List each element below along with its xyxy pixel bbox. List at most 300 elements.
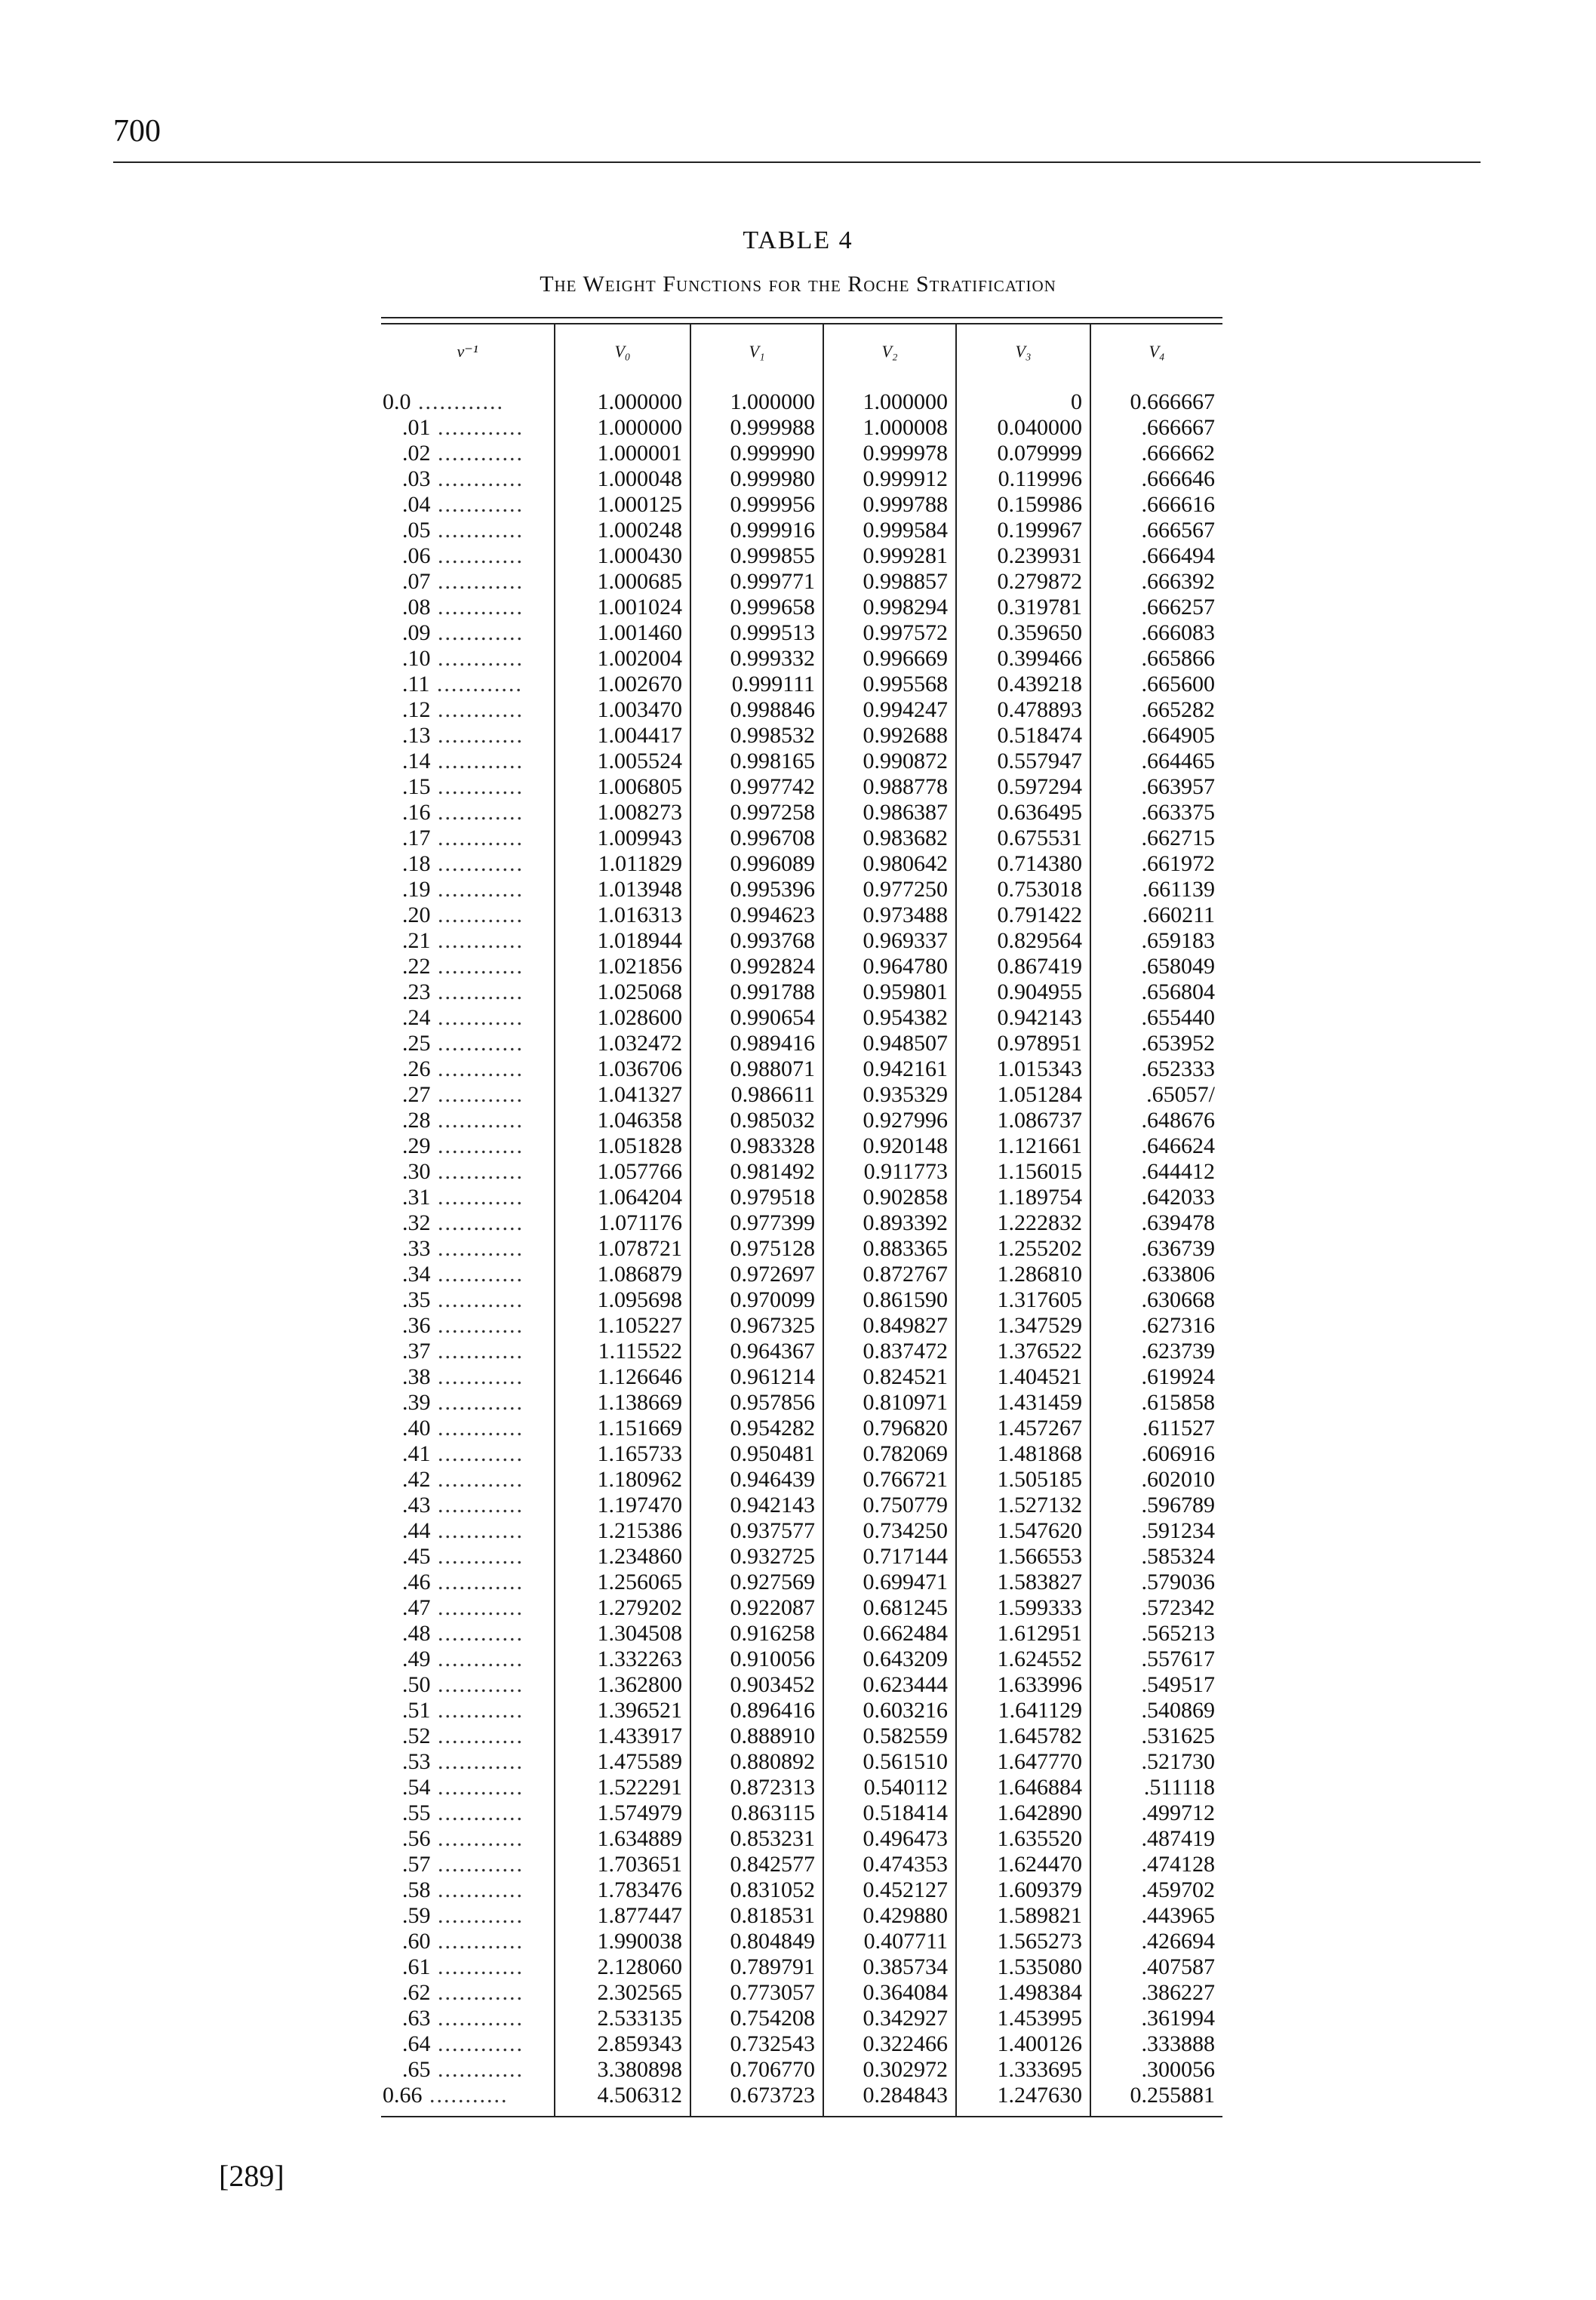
table-row [381, 1723, 1222, 1749]
value-cell: .386227 [1090, 1980, 1222, 2006]
value-cell: 0.079999 [956, 441, 1090, 466]
row-label: .16 [402, 800, 431, 825]
value-cell: 1.095698 [555, 1287, 690, 1313]
row-label: .10 [402, 646, 431, 671]
row-label: .46 [402, 1570, 431, 1594]
value-cell: 0.957856 [690, 1390, 823, 1416]
value-cell: .557617 [1090, 1647, 1222, 1672]
value-cell: 0.888910 [690, 1723, 823, 1749]
table-row [381, 877, 1222, 902]
value-cell: 1.151669 [555, 1416, 690, 1441]
leader-dots: ............ [430, 1544, 524, 1569]
leader-dots: ............ [430, 620, 524, 645]
table-row [381, 2031, 1222, 2057]
value-cell: .666662 [1090, 441, 1222, 466]
value-cell: 0.999912 [823, 466, 956, 492]
row-label-cell [381, 877, 555, 902]
row-label: .47 [402, 1595, 431, 1620]
value-cell: 1.008273 [555, 800, 690, 826]
value-cell: 0.999990 [690, 441, 823, 466]
value-cell: 0.842577 [690, 1852, 823, 1877]
table-row [381, 492, 1222, 518]
value-cell: 0.995396 [690, 877, 823, 902]
value-cell: 0.714380 [956, 851, 1090, 877]
value-cell: 1.574979 [555, 1800, 690, 1826]
value-cell: 1.036706 [555, 1056, 690, 1082]
row-label-cell [381, 2057, 555, 2083]
value-cell: 0.977399 [690, 1210, 823, 1236]
table-row [381, 1287, 1222, 1313]
row-label-cell [381, 646, 555, 672]
row-label-cell [381, 1877, 555, 1903]
value-cell: 1.126646 [555, 1364, 690, 1390]
value-cell: 1.400126 [956, 2031, 1090, 2057]
row-label: .36 [402, 1313, 431, 1338]
row-label-cell [381, 1467, 555, 1493]
table-row [381, 1133, 1222, 1159]
value-cell: .443965 [1090, 1903, 1222, 1929]
row-label: .41 [402, 1441, 431, 1466]
value-cell: 1.197470 [555, 1493, 690, 1518]
row-label-cell [381, 1262, 555, 1287]
table-row [381, 902, 1222, 928]
value-cell: 1.256065 [555, 1570, 690, 1595]
value-cell: .663957 [1090, 774, 1222, 800]
column-header: V₃ [956, 324, 1090, 379]
table-row [381, 1262, 1222, 1287]
value-cell: 0.986387 [823, 800, 956, 826]
value-cell: 1.433917 [555, 1723, 690, 1749]
value-cell: 0.942143 [956, 1005, 1090, 1031]
value-cell: .596789 [1090, 1493, 1222, 1518]
leader-dots: ............ [430, 1570, 524, 1594]
row-label-cell [381, 1133, 555, 1159]
row-label: .60 [402, 1929, 431, 1954]
value-cell: 0.540112 [823, 1775, 956, 1800]
table-row [381, 1672, 1222, 1698]
row-label: .34 [402, 1262, 431, 1287]
row-label: .26 [402, 1056, 431, 1081]
value-cell: 1.000000 [555, 379, 690, 415]
value-cell: 0.853231 [690, 1826, 823, 1852]
value-cell: 0.999855 [690, 543, 823, 569]
row-label-cell [381, 1749, 555, 1775]
row-label: .44 [402, 1518, 431, 1543]
table-row [381, 928, 1222, 954]
value-cell: 1.527132 [956, 1493, 1090, 1518]
leader-dots: ............ [430, 1647, 524, 1671]
leader-dots: ............ [430, 1518, 524, 1543]
value-cell: 0.997742 [690, 774, 823, 800]
leader-dots: ............ [430, 902, 524, 927]
value-cell: 0.706770 [690, 2057, 823, 2083]
value-cell: 1.016313 [555, 902, 690, 928]
row-label-cell [381, 492, 555, 518]
value-cell: 0.883365 [823, 1236, 956, 1262]
value-cell: .665282 [1090, 697, 1222, 723]
value-cell: 3.380898 [555, 2057, 690, 2083]
value-cell: 0.603216 [823, 1698, 956, 1723]
table-row [381, 1313, 1222, 1339]
leader-dots: ............ [430, 1621, 524, 1646]
value-cell: 0.782069 [823, 1441, 956, 1467]
value-cell: 1.000000 [690, 379, 823, 415]
table-row [381, 379, 1222, 415]
value-cell: 1.046358 [555, 1108, 690, 1133]
column-header: V₀ [555, 324, 690, 379]
table-row [381, 1852, 1222, 1877]
value-cell: 1.105227 [555, 1313, 690, 1339]
value-cell: 2.302565 [555, 1980, 690, 2006]
value-cell: 0.964367 [690, 1339, 823, 1364]
leader-dots: ............ [430, 1723, 524, 1748]
value-cell: 0.796820 [823, 1416, 956, 1441]
value-cell: 0.999956 [690, 492, 823, 518]
table-row [381, 1236, 1222, 1262]
row-label: .24 [402, 1005, 431, 1030]
table-row [381, 1108, 1222, 1133]
row-label: .53 [402, 1749, 431, 1774]
leader-dots: ............ [430, 441, 524, 466]
table-row [381, 1159, 1222, 1185]
value-cell: 1.505185 [956, 1467, 1090, 1493]
value-cell: 1.057766 [555, 1159, 690, 1185]
value-cell: 0.910056 [690, 1647, 823, 1672]
value-cell: 1.028600 [555, 1005, 690, 1031]
row-label: .18 [402, 851, 431, 876]
table-row [381, 1390, 1222, 1416]
value-cell: 0.932725 [690, 1544, 823, 1570]
leader-dots: ............ [430, 543, 524, 568]
row-label: .28 [402, 1108, 431, 1133]
row-label: .65 [402, 2057, 431, 2082]
table-row [381, 1929, 1222, 1954]
leader-dots: ............ [430, 1980, 524, 2005]
value-cell: 0.998294 [823, 595, 956, 620]
value-cell: 0.996708 [690, 826, 823, 851]
value-cell: 1.234860 [555, 1544, 690, 1570]
leader-dots: ............ [430, 646, 524, 671]
row-label: .05 [402, 518, 431, 543]
value-cell: .666392 [1090, 569, 1222, 595]
leader-dots: ............ [411, 389, 504, 414]
value-cell: .659183 [1090, 928, 1222, 954]
value-cell: 0.999978 [823, 441, 956, 466]
row-label-cell [381, 1775, 555, 1800]
table-row [381, 1185, 1222, 1210]
value-cell: 0.279872 [956, 569, 1090, 595]
table-row [381, 1518, 1222, 1544]
leader-dots: ............ [430, 1313, 524, 1338]
value-cell: .644412 [1090, 1159, 1222, 1185]
value-cell: .499712 [1090, 1800, 1222, 1826]
table-row [381, 1364, 1222, 1390]
value-cell: 1.013948 [555, 877, 690, 902]
leader-dots: ............ [430, 1441, 524, 1466]
value-cell: 1.247630 [956, 2083, 1090, 2116]
row-label: .29 [402, 1133, 431, 1158]
value-cell: .666083 [1090, 620, 1222, 646]
value-cell: 1.078721 [555, 1236, 690, 1262]
table-row [381, 979, 1222, 1005]
table-row [381, 441, 1222, 466]
value-cell: 0.557947 [956, 749, 1090, 774]
row-label: .55 [402, 1800, 431, 1825]
value-cell: 1.011829 [555, 851, 690, 877]
value-cell: 0.342927 [823, 2006, 956, 2031]
value-cell: .615858 [1090, 1390, 1222, 1416]
table-row [381, 1005, 1222, 1031]
row-label: .01 [402, 415, 431, 440]
value-cell: 1.547620 [956, 1518, 1090, 1544]
leader-dots: ............ [430, 1903, 524, 1928]
table-row [381, 1544, 1222, 1570]
value-cell: .664465 [1090, 749, 1222, 774]
value-cell: .639478 [1090, 1210, 1222, 1236]
value-cell: 0.364084 [823, 1980, 956, 2006]
value-cell: 1.783476 [555, 1877, 690, 1903]
value-cell: 1.018944 [555, 928, 690, 954]
row-label: .62 [402, 1980, 431, 2005]
table-row [381, 954, 1222, 979]
value-cell: 0.989416 [690, 1031, 823, 1056]
value-cell: 0.972697 [690, 1262, 823, 1287]
value-cell: 0.893392 [823, 1210, 956, 1236]
value-cell: 1.064204 [555, 1185, 690, 1210]
row-label-cell [381, 1108, 555, 1133]
row-label: .49 [402, 1647, 431, 1671]
leader-dots: ............ [430, 826, 524, 850]
row-label: .13 [402, 723, 431, 748]
value-cell: 0.753018 [956, 877, 1090, 902]
value-cell: .652333 [1090, 1056, 1222, 1082]
row-label-cell [381, 697, 555, 723]
row-label: .12 [402, 697, 431, 722]
table-row [381, 1493, 1222, 1518]
leader-dots: ............ [430, 1672, 524, 1697]
table-row [381, 826, 1222, 851]
value-cell: .666494 [1090, 543, 1222, 569]
value-cell: 1.000000 [823, 379, 956, 415]
value-cell: .407587 [1090, 1954, 1222, 1980]
leader-dots: ............ [430, 1493, 524, 1517]
value-cell: 0.861590 [823, 1287, 956, 1313]
value-cell: .606916 [1090, 1441, 1222, 1467]
leader-dots: ............ [430, 1108, 524, 1133]
row-label-cell [381, 1159, 555, 1185]
value-cell: .636739 [1090, 1236, 1222, 1262]
row-label: .61 [402, 1954, 431, 1979]
row-label: .48 [402, 1621, 431, 1646]
table-row [381, 1647, 1222, 1672]
value-cell: 1.000008 [823, 415, 956, 441]
value-cell: 0.999332 [690, 646, 823, 672]
value-cell: 1.003470 [555, 697, 690, 723]
row-label-cell [381, 1236, 555, 1262]
value-cell: 1.005524 [555, 749, 690, 774]
row-label: .57 [402, 1852, 431, 1877]
value-cell: 0.582559 [823, 1723, 956, 1749]
value-cell: 0.496473 [823, 1826, 956, 1852]
value-cell: 0.810971 [823, 1390, 956, 1416]
row-label-cell [381, 1082, 555, 1108]
row-label: .64 [402, 2031, 431, 2056]
row-label-cell [381, 851, 555, 877]
value-cell: .565213 [1090, 1621, 1222, 1647]
value-cell: 0.896416 [690, 1698, 823, 1723]
value-cell: 0.636495 [956, 800, 1090, 826]
row-label: .38 [402, 1364, 431, 1389]
value-cell: 1.001024 [555, 595, 690, 620]
row-label-cell [381, 2006, 555, 2031]
value-cell: 0.999916 [690, 518, 823, 543]
value-cell: 0.927996 [823, 1108, 956, 1133]
value-cell: 1.646884 [956, 1775, 1090, 1800]
value-cell: 0.239931 [956, 543, 1090, 569]
value-cell: 0.999771 [690, 569, 823, 595]
value-cell: 0.773057 [690, 1980, 823, 2006]
row-label: .50 [402, 1672, 431, 1697]
row-label-cell [381, 1903, 555, 1929]
value-cell: 0.452127 [823, 1877, 956, 1903]
row-label: .23 [402, 979, 431, 1004]
row-label-cell [381, 1621, 555, 1647]
value-cell: 0.159986 [956, 492, 1090, 518]
leader-dots: ............ [430, 2006, 524, 2031]
value-cell: 1.481868 [956, 1441, 1090, 1467]
value-cell: 1.000125 [555, 492, 690, 518]
value-cell: 0.977250 [823, 877, 956, 902]
row-label-cell [381, 749, 555, 774]
leader-dots: ............ [430, 1416, 524, 1441]
row-label: .15 [402, 774, 431, 799]
table-row [381, 1826, 1222, 1852]
value-cell: 0.998532 [690, 723, 823, 749]
row-label-cell [381, 1544, 555, 1570]
value-cell: 0.675531 [956, 826, 1090, 851]
leader-dots: ............ [430, 1210, 524, 1235]
value-cell: 1.457267 [956, 1416, 1090, 1441]
value-cell: .511118 [1090, 1775, 1222, 1800]
value-cell: 1.376522 [956, 1339, 1090, 1364]
leader-dots: ............ [430, 1749, 524, 1774]
value-cell: .648676 [1090, 1108, 1222, 1133]
value-cell: .661139 [1090, 877, 1222, 902]
leader-dots: ............ [430, 1056, 524, 1081]
value-cell: 0.961214 [690, 1364, 823, 1390]
leader-dots: ............ [430, 1082, 524, 1107]
value-cell: 0.561510 [823, 1749, 956, 1775]
value-cell: 0.990872 [823, 749, 956, 774]
row-label-cell [381, 1698, 555, 1723]
value-cell: .300056 [1090, 2057, 1222, 2083]
value-cell: 0.863115 [690, 1800, 823, 1826]
value-cell: 0.717144 [823, 1544, 956, 1570]
row-label: .04 [402, 492, 431, 517]
row-label-cell [381, 1570, 555, 1595]
value-cell: 0.643209 [823, 1647, 956, 1672]
value-cell: 1.255202 [956, 1236, 1090, 1262]
value-cell: 0.980642 [823, 851, 956, 877]
value-cell: 1.634889 [555, 1826, 690, 1852]
row-label-cell [381, 1800, 555, 1826]
value-cell: 2.533135 [555, 2006, 690, 2031]
row-label-cell [381, 1339, 555, 1364]
value-cell: 0.997258 [690, 800, 823, 826]
row-label: 0.0 [383, 389, 411, 414]
value-cell: 1.332263 [555, 1647, 690, 1672]
value-cell: .658049 [1090, 954, 1222, 979]
row-label-cell [381, 1954, 555, 1980]
value-cell: .487419 [1090, 1826, 1222, 1852]
value-cell: 1.051828 [555, 1133, 690, 1159]
value-cell: 1.396521 [555, 1698, 690, 1723]
value-cell: 1.032472 [555, 1031, 690, 1056]
table-top-rule [381, 317, 1222, 324]
row-label: .56 [402, 1826, 431, 1851]
row-label: .45 [402, 1544, 431, 1569]
value-cell: 0.999281 [823, 543, 956, 569]
table-title: TABLE 4 [743, 226, 853, 254]
value-cell: .579036 [1090, 1570, 1222, 1595]
row-label: .58 [402, 1877, 431, 1902]
value-cell: 1.641129 [956, 1698, 1090, 1723]
value-cell: 0.824521 [823, 1364, 956, 1390]
value-cell: .65057/ [1090, 1082, 1222, 1108]
value-cell: 0.880892 [690, 1749, 823, 1775]
value-cell: 0.849827 [823, 1313, 956, 1339]
leader-dots: ............ [430, 492, 524, 517]
row-label-cell [381, 1518, 555, 1544]
header-rule [113, 161, 1481, 163]
value-cell: 0.831052 [690, 1877, 823, 1903]
value-cell: .611527 [1090, 1416, 1222, 1441]
table-row [381, 1210, 1222, 1236]
column-header: V₁ [690, 324, 823, 379]
row-label: .30 [402, 1159, 431, 1184]
value-cell: 0.902858 [823, 1185, 956, 1210]
leader-dots: ............ [430, 1159, 524, 1184]
value-cell: 0.988778 [823, 774, 956, 800]
value-cell: 0.903452 [690, 1672, 823, 1698]
value-cell: 1.086879 [555, 1262, 690, 1287]
row-label-cell [381, 1595, 555, 1621]
value-cell: 1.612951 [956, 1621, 1090, 1647]
row-label-cell [381, 1441, 555, 1467]
value-cell: .591234 [1090, 1518, 1222, 1544]
row-label: .20 [402, 902, 431, 927]
value-cell: 0.804849 [690, 1929, 823, 1954]
row-label: .25 [402, 1031, 431, 1056]
value-cell: 0.623444 [823, 1672, 956, 1698]
row-label-cell [381, 466, 555, 492]
table-row [381, 1800, 1222, 1826]
value-cell: 0.837472 [823, 1339, 956, 1364]
leader-dots: ............ [430, 1185, 524, 1210]
value-cell: .459702 [1090, 1877, 1222, 1903]
value-cell: 0.927569 [690, 1570, 823, 1595]
value-cell: 0.999584 [823, 518, 956, 543]
value-cell: 0.673723 [690, 2083, 823, 2116]
row-label-cell [381, 1005, 555, 1031]
row-label-cell [381, 518, 555, 543]
value-cell: 0.999111 [690, 672, 823, 697]
value-cell: 1.475589 [555, 1749, 690, 1775]
value-cell: 0.750779 [823, 1493, 956, 1518]
table-row [381, 1621, 1222, 1647]
value-cell: 1.647770 [956, 1749, 1090, 1775]
row-label: .19 [402, 877, 431, 902]
